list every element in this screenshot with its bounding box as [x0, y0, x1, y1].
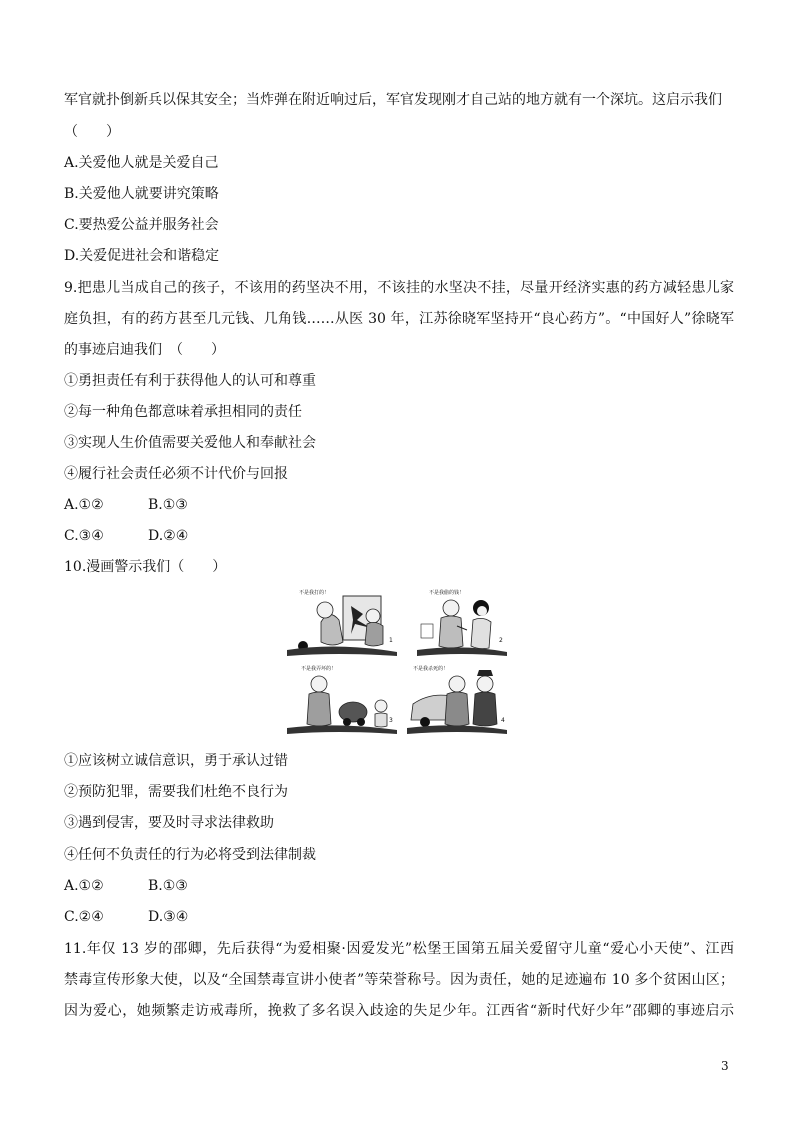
- comic-caption-3: 不是我弄坏的！: [301, 666, 337, 672]
- q9-option-d: D.②④: [148, 528, 189, 544]
- q8-option-d: D.关爱促进社会和谐稳定: [64, 248, 220, 264]
- comic-image: [281, 580, 513, 740]
- comic-panel-4: [407, 665, 507, 734]
- q10-statement-1: ①应该树立诚信意识，勇于承认过错: [64, 753, 288, 769]
- q10-stem: 10.漫画警示我们（ ）: [64, 559, 227, 575]
- q10-option-c: C.②④: [64, 909, 104, 925]
- q9-option-c: C.③④: [64, 528, 104, 544]
- q11-stem-line-3: 因为爱心，她频繁走访戒毒所，挽救了多名误入歧途的失足少年。江西省“新时代好少年”邵卿的事迹启示: [64, 1003, 734, 1019]
- q8-continuation: 军官就扑倒新兵以保其安全；当炸弹在附近响过后，军官发现刚才自己站的地方就有一个深坑。这启示我们: [64, 92, 722, 108]
- q10-option-a: A.①②: [64, 878, 104, 894]
- q9-stem-line-3: 的事迹启迪我们 （ ）: [64, 342, 225, 358]
- q9-option-a: A.①②: [64, 497, 104, 513]
- page-number: 3: [721, 1059, 729, 1073]
- comic-panel-1: [287, 589, 397, 656]
- q9-statement-3: ③实现人生价值需要关爱他人和奉献社会: [64, 435, 316, 451]
- q8-option-b: B.关爱他人就要讲究策略: [64, 186, 219, 202]
- comic-panel-3: [287, 665, 397, 734]
- comic-caption-1: 不是我打的！: [299, 590, 330, 596]
- q9-option-b: B.①③: [148, 497, 188, 513]
- comic-number-1: 1: [389, 637, 393, 644]
- q11-stem-line-1: 11.年仅 13 岁的邵卿，先后获得“为爱相聚·因爱发光”松堡王国第五届关爱留守儿童“爱心小天使”、江西: [64, 941, 734, 957]
- q8-option-a: A.关爱他人就是关爱自己: [64, 155, 219, 171]
- q10-option-b: B.①③: [148, 878, 188, 894]
- comic-number-3: 3: [389, 717, 393, 724]
- q9-stem-line-1: 9.把患儿当成自己的孩子，不该用的药坚决不用，不该挂的水坚决不挂，尽量开经济实惠的药方减轻患儿家: [64, 280, 734, 296]
- comic-caption-2: 不是我偷的钱！: [429, 590, 465, 596]
- comic-number-4: 4: [501, 717, 505, 724]
- q10-statement-4: ④任何不负责任的行为必将受到法律制裁: [64, 847, 316, 863]
- q9-statement-4: ④履行社会责任必须不计代价与回报: [64, 466, 288, 482]
- comic-panel-2: [417, 589, 507, 656]
- comic-caption-4: 不是我杀死的！: [413, 666, 449, 672]
- q10-statement-3: ③遇到侵害，要及时寻求法律救助: [64, 815, 274, 831]
- q9-statement-2: ②每一种角色都意味着承担相同的责任: [64, 404, 302, 420]
- q8-option-c: C.要热爱公益并服务社会: [64, 217, 219, 233]
- q8-answer-blank: （ ）: [64, 124, 120, 140]
- q10-statement-2: ②预防犯罪，需要我们杜绝不良行为: [64, 784, 288, 800]
- comic-number-2: 2: [499, 637, 503, 644]
- q9-stem-line-2: 庭负担，有的药方甚至几元钱、几角钱……从医 30 年，江苏徐晓军坚持开“良心药方”。“中国好人”徐晓军: [64, 311, 734, 327]
- q10-option-d: D.③④: [148, 909, 189, 925]
- q9-statement-1: ①勇担责任有利于获得他人的认可和尊重: [64, 373, 316, 389]
- q11-stem-line-2: 禁毒宣传形象大使，以及“全国禁毒宣讲小使者”等荣誉称号。因为责任，她的足迹遍布 10 多个贫困山区；: [64, 972, 734, 988]
